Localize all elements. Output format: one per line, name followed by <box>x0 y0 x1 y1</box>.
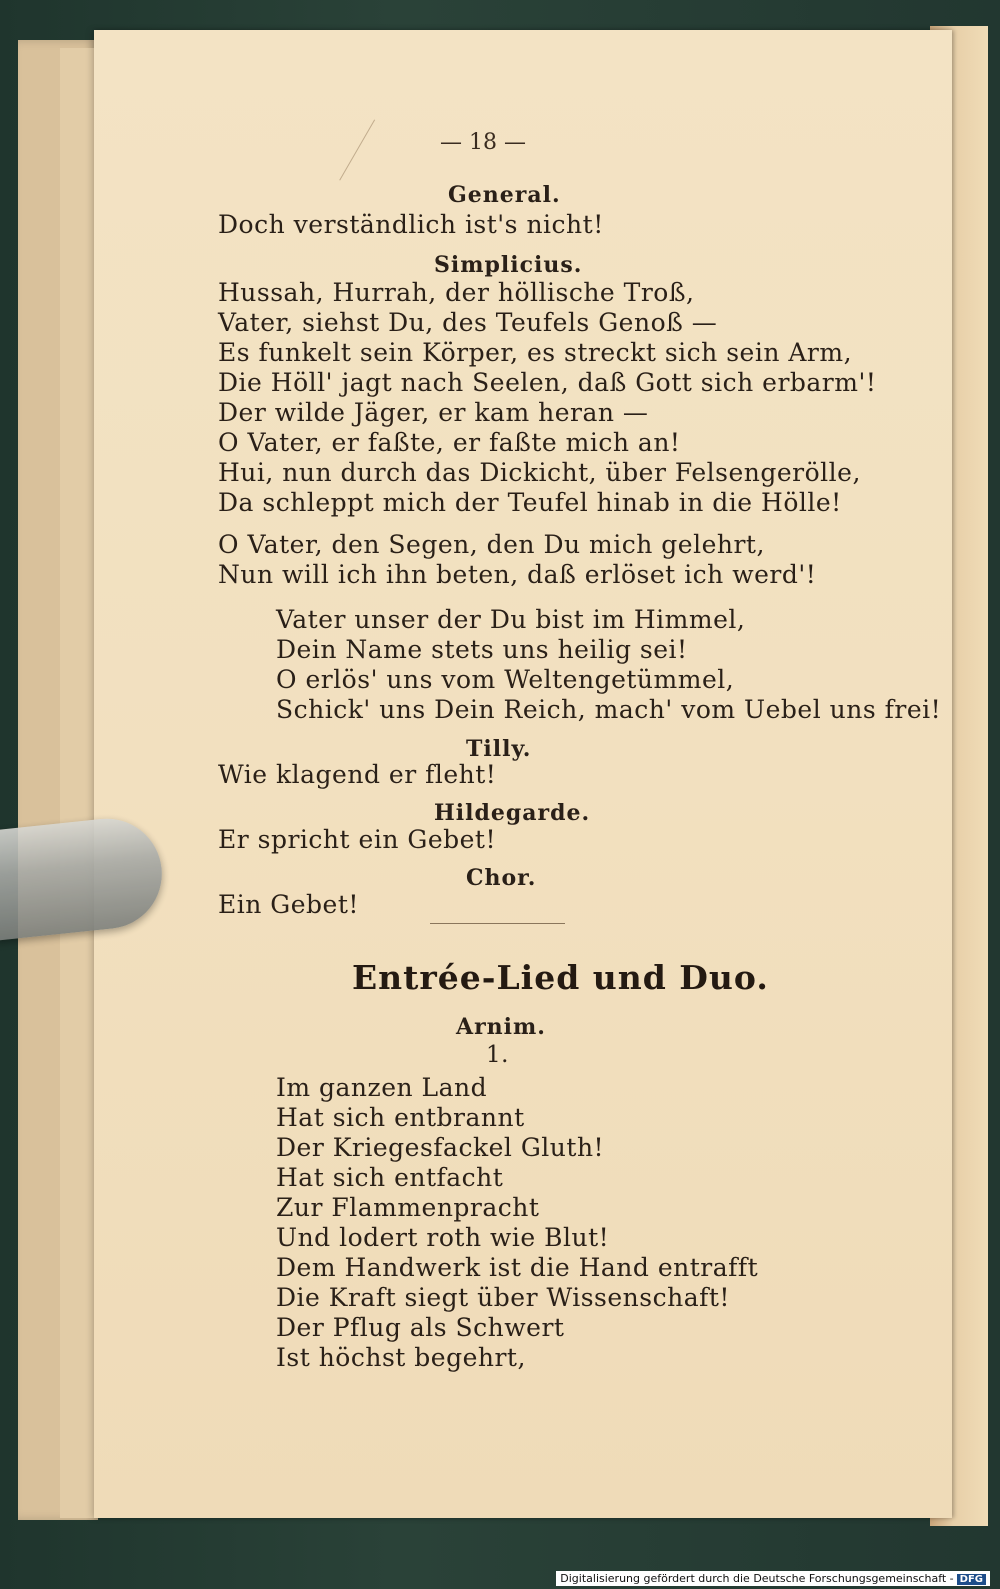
page-number: — 18 — <box>440 130 526 155</box>
song-line: Der Pflug als Schwert <box>276 1313 565 1342</box>
funding-footer <box>556 1571 990 1586</box>
prayer-line: O erlös' uns vom Weltengetümmel, <box>276 665 735 694</box>
verse-line: Der wilde Jäger, er kam heran — <box>218 398 649 427</box>
dfg-logo: DFG <box>957 1574 986 1585</box>
footer-text: Digitalisierung gefördert durch die Deutsche Forschungsgemeinschaft - <box>560 1572 954 1585</box>
song-line: Und lodert roth wie Blut! <box>276 1223 610 1252</box>
verse-line: Die Höll' jagt nach Seelen, daß Gott sich erbarm'! <box>218 368 877 397</box>
book-page <box>94 30 952 1518</box>
song-line: Zur Flammenpracht <box>276 1193 540 1222</box>
speaker-simplicius: Simplicius. <box>434 252 583 278</box>
song-line: Hat sich entbrannt <box>276 1103 525 1132</box>
section-divider <box>430 923 565 924</box>
speaker-hildegarde: Hildegarde. <box>434 800 591 826</box>
song-line: Die Kraft siegt über Wissenschaft! <box>276 1283 730 1312</box>
prayer-line: Dein Name stets uns heilig sei! <box>276 635 688 664</box>
song-line: Der Kriegesfackel Gluth! <box>276 1133 605 1162</box>
prayer-line: Schick' uns Dein Reich, mach' vom Uebel uns frei! <box>276 695 942 724</box>
verse-line: Hussah, Hurrah, der höllische Troß, <box>218 278 695 307</box>
song-line: Im ganzen Land <box>276 1073 488 1102</box>
dialogue-line: Ein Gebet! <box>218 890 359 919</box>
verse-line: Vater, siehst Du, des Teufels Genoß — <box>218 308 718 337</box>
speaker-general: General. <box>448 182 561 208</box>
speaker-chor: Chor. <box>466 865 537 891</box>
dialogue-line: Doch verständlich ist's nicht! <box>218 210 604 239</box>
verse-line: O Vater, er faßte, er faßte mich an! <box>218 428 681 457</box>
song-line: Hat sich entfacht <box>276 1163 504 1192</box>
prayer-line: Vater unser der Du bist im Himmel, <box>276 605 746 634</box>
verse-line: Es funkelt sein Körper, es streckt sich sein Arm, <box>218 338 853 367</box>
verse-line: O Vater, den Segen, den Du mich gelehrt, <box>218 530 765 559</box>
section-title: Entrée-Lied und Duo. <box>352 958 769 997</box>
dialogue-line: Er spricht ein Gebet! <box>218 825 497 854</box>
song-line: Ist höchst begehrt, <box>276 1343 526 1372</box>
verse-line: Hui, nun durch das Dickicht, über Felsengerölle, <box>218 458 861 487</box>
verse-line: Da schleppt mich der Teufel hinab in die Hölle! <box>218 488 842 517</box>
speaker-tilly: Tilly. <box>466 736 532 762</box>
paper-mark <box>339 119 410 200</box>
verse-line: Nun will ich ihn beten, daß erlöset ich werd'! <box>218 560 817 589</box>
verse-number: 1. <box>486 1042 509 1068</box>
speaker-arnim: Arnim. <box>456 1014 546 1040</box>
song-line: Dem Handwerk ist die Hand entrafft <box>276 1253 759 1282</box>
dialogue-line: Wie klagend er fleht! <box>218 760 497 789</box>
